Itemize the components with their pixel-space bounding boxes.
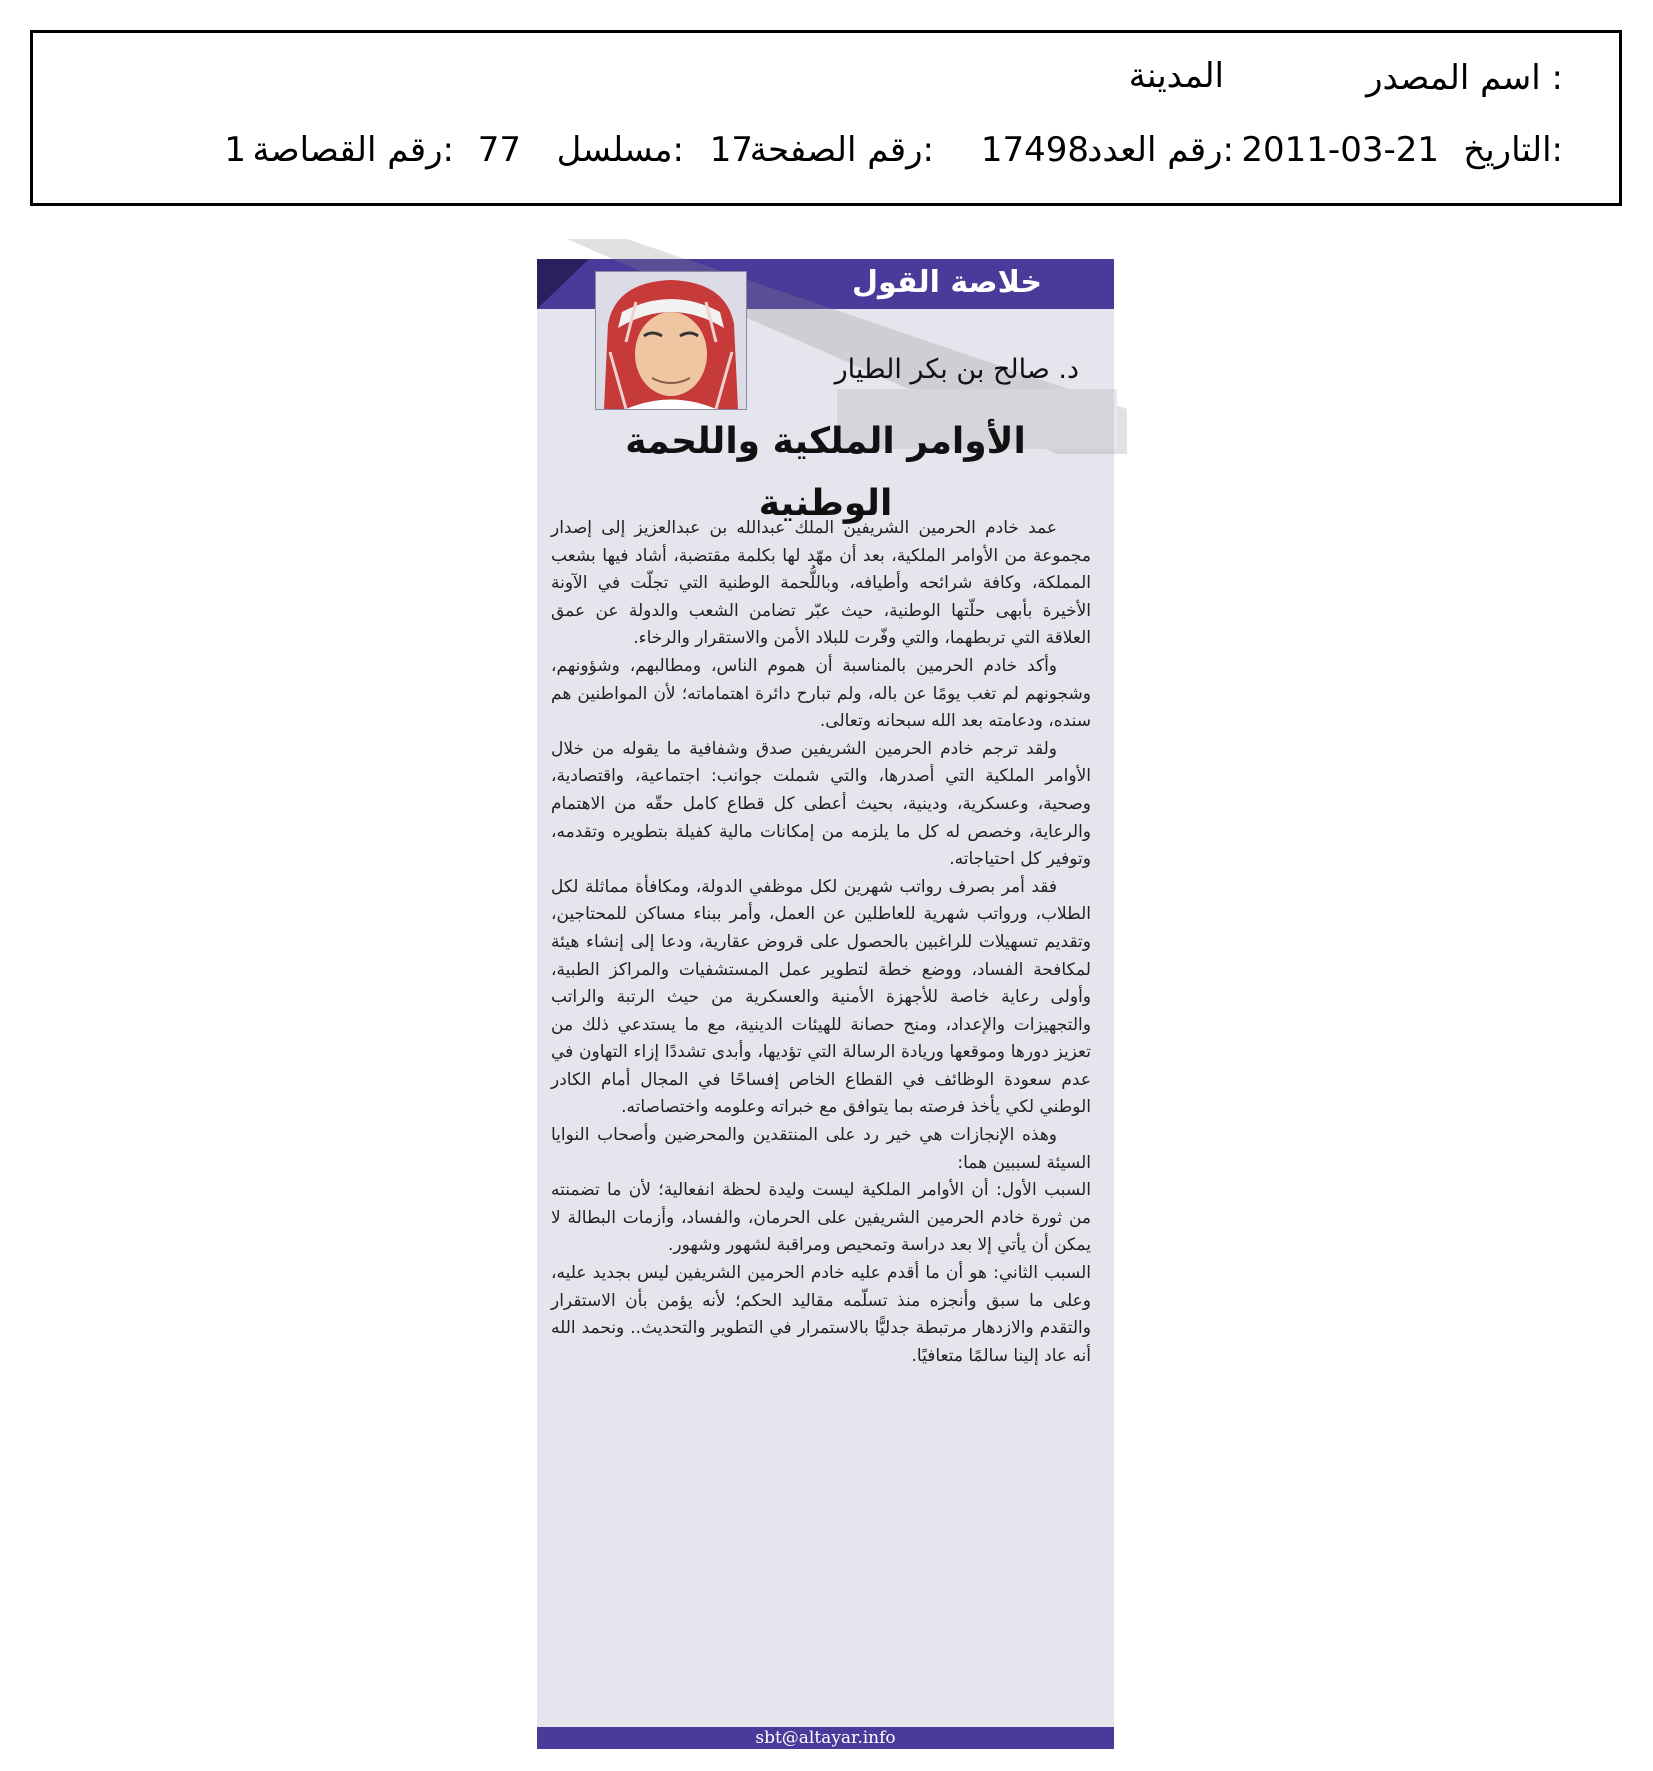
clip-number-label: رقم القصاصة: (252, 130, 454, 170)
date-value: 2011-03-21 (1241, 130, 1439, 170)
paragraph: ولقد ترجم خادم الحرمين الشريفين صدق وشفافية ما يقوله من خلال الأوامر الملكية التي أصدرها، والتي شملت جوانب: اجتماعية، واقتصادية، وصحية، وعسكرية، ودينية، بحيث أعطى كل قطاع كامل حقّه من الاهتمام والرعاية، وخصص له كل ما يلزمه من إمكانات مالية كفيلة بتطويره وتقدمه، وتوفير كل احتياجاته. (551, 738, 1091, 870)
article-body (551, 515, 1091, 1370)
paragraph: السبب الأول: أن الأوامر الملكية ليست وليدة لحظة انفعالية؛ لأن ما تضمنته من ثورة خادم الحرمين الشريفين على الحرمان، والفساد، وأزمات البطالة لا يمكن أن يأتي إلا بعد دراسة وتمحيص ومراقبة لشهور وشهور. (551, 1180, 1091, 1256)
author-name: د. صالح بن بكر الطيار (834, 354, 1079, 385)
footer-bar (537, 1727, 1114, 1749)
page-value: 17 (709, 130, 753, 170)
serial-label: مسلسل: (556, 130, 684, 170)
article-headline: الأوامر الملكية واللحمة الوطنية (625, 421, 1026, 524)
clip-number-value: 1 (224, 130, 246, 170)
banner-corner (537, 259, 589, 309)
paragraph: عمد خادم الحرمين الشريفين الملك عبدالله بن عبدالعزيز إلى إصدار مجموعة من الأوامر الملكية، بعد أن مهّد لها بكلمة مقتضبة، أشاد فيها بشعب المملكة، وكافة شرائحه وأطيافه، وباللُّحمة الوطنية التي تجلّت في الآونة الأخيرة بأبهى حلّتها الوطنية، حيث عبّر تضامن الشعب والدولة عن عمق العلاقة التي تربطهما، والتي وفّرت للبلاد الأمن والاستقرار والرخاء. (551, 518, 1091, 649)
source-value: المدينة (1128, 56, 1224, 96)
paragraph: السبب الثاني: هو أن ما أقدم عليه خادم الحرمين الشريفين ليس بجديد عليه، وعلى ما سبق وأنجزه منذ تسلّمه مقاليد الحكم؛ لأنه يؤمن بأن الاستقرار والتقدم والازدهار مرتبطة جدليًّا بالاستمرار في التطوير والتحديث.. ونحمد الله أنه عاد إلينا سالمًا متعافيًا. (551, 1263, 1091, 1366)
newspaper-clipping (537, 259, 1114, 1749)
issue-value: 17498 (980, 130, 1089, 170)
date-label: التاريخ: (1463, 130, 1563, 170)
author-email: sbt@altayar.info (755, 1728, 896, 1748)
column-title: خلاصة القول (851, 265, 1042, 300)
source-label: اسم المصدر : (1366, 58, 1563, 98)
page-label: رقم الصفحة: (749, 130, 934, 170)
paragraph: وهذه الإنجازات هي خير رد على المنتقدين والمحرضين وأصحاب النوايا السيئة لسببين هما: (551, 1125, 1091, 1173)
author-photo-icon (595, 271, 747, 410)
paragraph: فقد أمر بصرف رواتب شهرين لكل موظفي الدولة، ومكافأة مماثلة لكل الطلاب، ورواتب شهرية للعاطلين عن العمل، وأمر ببناء مساكن للمحتاجين، وتقديم تسهيلات للراغبين بالحصول على قروض عقارية، ودعا إلى إنشاء هيئة لمكافحة الفساد، ووضع خطة لتطوير عمل المستشفيات والمراكز الطبية، وأولى رعاية خاصة للأجهزة الأمنية والعسكرية من حيث الرتبة والراتب والتجهيزات والإعداد، ومنح حصانة للهيئات الدينية، مع ما يستدعي ذلك من تعزيز دورها وموقعها وريادة الرسالة التي تؤديها، وأبدى تشددًا إزاء التهاون في عدم سعودة الوظائف في القطاع الخاص إفساحًا في المجال أمام الكادر الوطني لكي يأخذ فرصته بما يتوافق مع خبراته وعلومه واختصاصاته. (551, 876, 1091, 1118)
paragraph: وأكد خادم الحرمين بالمناسبة أن هموم الناس، ومطالبهم، وشؤونهم، وشجونهم لم تغب يومًا عن باله، ولم تبارح دائرة اهتماماته؛ لأن المواطنين هم سنده، ودعامته بعد الله سبحانه وتعالى. (551, 655, 1091, 732)
issue-label: رقم العدد: (1087, 130, 1234, 170)
source-metadata-box (30, 30, 1622, 206)
serial-value: 77 (477, 130, 521, 170)
